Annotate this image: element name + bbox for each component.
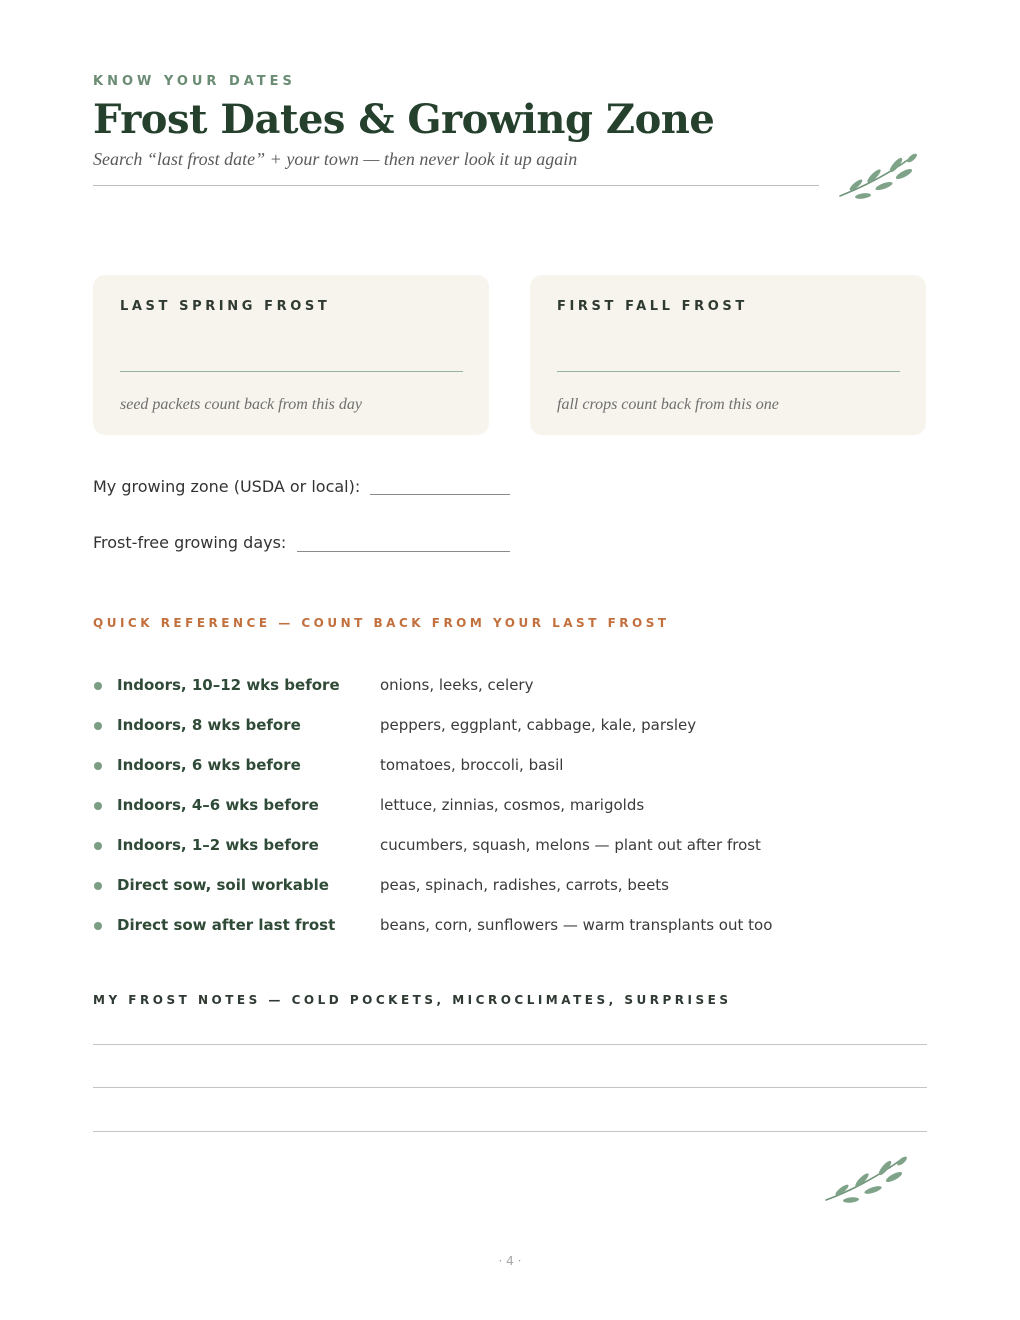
quick-reference-heading: QUICK REFERENCE — COUNT BACK FROM YOUR LAST FROST [93,616,670,630]
bullet-icon [94,922,102,930]
card-hint: fall crops count back from this one [557,396,779,413]
leaf-sprig-icon [822,1154,908,1206]
list-item [93,746,923,786]
list-item [93,866,923,906]
frost-free-days-write-line[interactable] [297,551,510,552]
first-fall-frost-card [530,275,926,435]
leaf-sprig-icon [836,152,918,202]
reference-timing: Indoors, 8 wks before [117,716,301,734]
header-divider [93,185,819,186]
card-label: LAST SPRING FROST [120,299,331,314]
bullet-icon [94,802,102,810]
page-title: Frost Dates & Growing Zone [93,96,715,143]
reference-timing: Indoors, 4–6 wks before [117,796,319,814]
list-item [93,826,923,866]
reference-timing: Direct sow, soil workable [117,876,329,894]
reference-crops: beans, corn, sunflowers — warm transplants out too [380,916,773,934]
last-spring-frost-card [93,275,489,435]
reference-timing: Indoors, 10–12 wks before [117,676,340,694]
reference-crops: peas, spinach, radishes, carrots, beets [380,876,669,894]
list-item [93,666,923,706]
first-fall-frost-write-line[interactable] [557,371,900,372]
reference-crops: tomatoes, broccoli, basil [380,756,564,774]
reference-crops: onions, leeks, celery [380,676,534,694]
reference-crops: lettuce, zinnias, cosmos, marigolds [380,796,645,814]
reference-crops: peppers, eggplant, cabbage, kale, parsley [380,716,697,734]
card-label: FIRST FALL FROST [557,299,748,314]
note-write-line[interactable] [93,1044,927,1045]
bullet-icon [94,762,102,770]
quick-reference-list [93,666,923,946]
frost-notes-heading: MY FROST NOTES — COLD POCKETS, MICROCLIMATES, SURPRISES [93,993,732,1007]
page-subtitle: Search “last frost date” + your town — then never look it up again [93,149,578,169]
frost-free-days-label: Frost-free growing days: [93,533,287,552]
note-write-line[interactable] [93,1131,927,1132]
list-item [93,906,923,946]
reference-timing: Indoors, 6 wks before [117,756,301,774]
card-hint: seed packets count back from this day [120,396,363,413]
note-write-line[interactable] [93,1087,927,1088]
bullet-icon [94,842,102,850]
list-item [93,706,923,746]
bullet-icon [94,882,102,890]
bullet-icon [94,682,102,690]
section-eyebrow: KNOW YOUR DATES [93,74,296,89]
list-item [93,786,923,826]
last-spring-frost-write-line[interactable] [120,371,463,372]
bullet-icon [94,722,102,730]
page-number: · 4 · [498,1254,522,1268]
reference-timing: Direct sow after last frost [117,916,336,934]
growing-zone-write-line[interactable] [370,494,510,495]
reference-crops: cucumbers, squash, melons — plant out after frost [380,836,761,854]
reference-timing: Indoors, 1–2 wks before [117,836,319,854]
growing-zone-label: My growing zone (USDA or local): [93,477,361,496]
